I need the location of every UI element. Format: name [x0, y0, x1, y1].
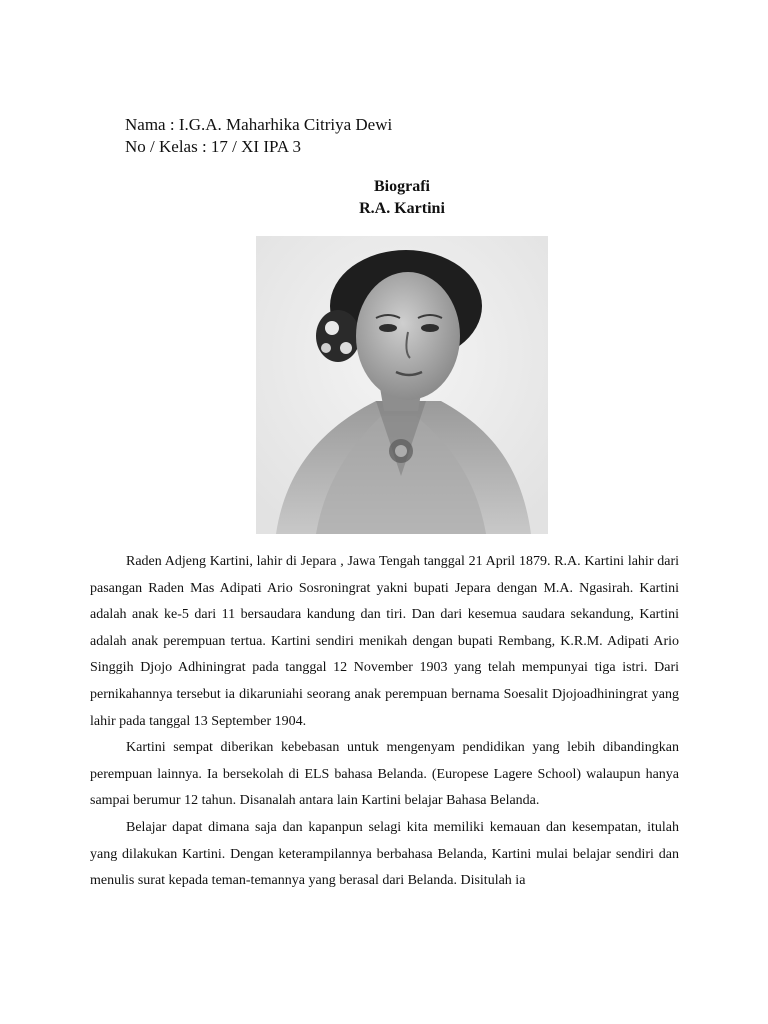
paragraph: Belajar dapat dimana saja dan kapanpun selagi kita memiliki kemauan dan kesempatan, itulah yang dilakukan Kartini. Dengan keterampilannya berbahasa Belanda, Kartini mulai belajar sendiri dan menulis surat kepada teman-temannya yang berasal dari Belanda. Disitulah ia: [90, 819, 679, 889]
biography-body: [90, 549, 679, 895]
portrait-photo: [256, 236, 548, 534]
title-line-2: R.A. Kartini: [359, 200, 445, 217]
portrait-illustration: [256, 236, 548, 534]
document-title: [0, 176, 768, 220]
student-class-line: No / Kelas : 17 / XI IPA 3: [125, 137, 301, 156]
student-name-line: Nama : I.G.A. Maharhika Citriya Dewi: [125, 115, 393, 134]
student-info: [125, 114, 392, 158]
paragraph: Kartini sempat diberikan kebebasan untuk mengenyam pendidikan yang lebih dibandingkan perempuan lainnya. Ia bersekolah di ELS bahasa Belanda. (Europese Lagere School) walaupun hanya sampai berumur 12 tahun. Disanalah antara lain Kartini belajar Bahasa Belanda.: [90, 740, 679, 809]
paragraph: Raden Adjeng Kartini, lahir di Jepara , Jawa Tengah tanggal 21 April 1879. R.A. Kartini lahir dari pasangan Raden Mas Adipati Ario Sosroningrat yakni bupati Jepara dengan M.A. Ngasirah. Kartini adalah anak ke-5 dari 11 bersaudara kandung dan tiri. Dan dari kesemua saudara sekandung, Kartini adalah anak perempuan tertua. Kartini sendiri menikah dengan bupati Rembang, K.R.M. Adipati Ario Singgih Djojo Adhiningrat pada tanggal 12 November 1903 yang telah mempunyai tiga istri. Dari pernikahannya tersebut ia dikaruniahi seorang anak perempuan bernama Soesalit Djojoadhiningrat yang lahir pada tanggal 13 September 1904.: [90, 554, 679, 729]
title-line-1: Biografi: [374, 178, 430, 195]
